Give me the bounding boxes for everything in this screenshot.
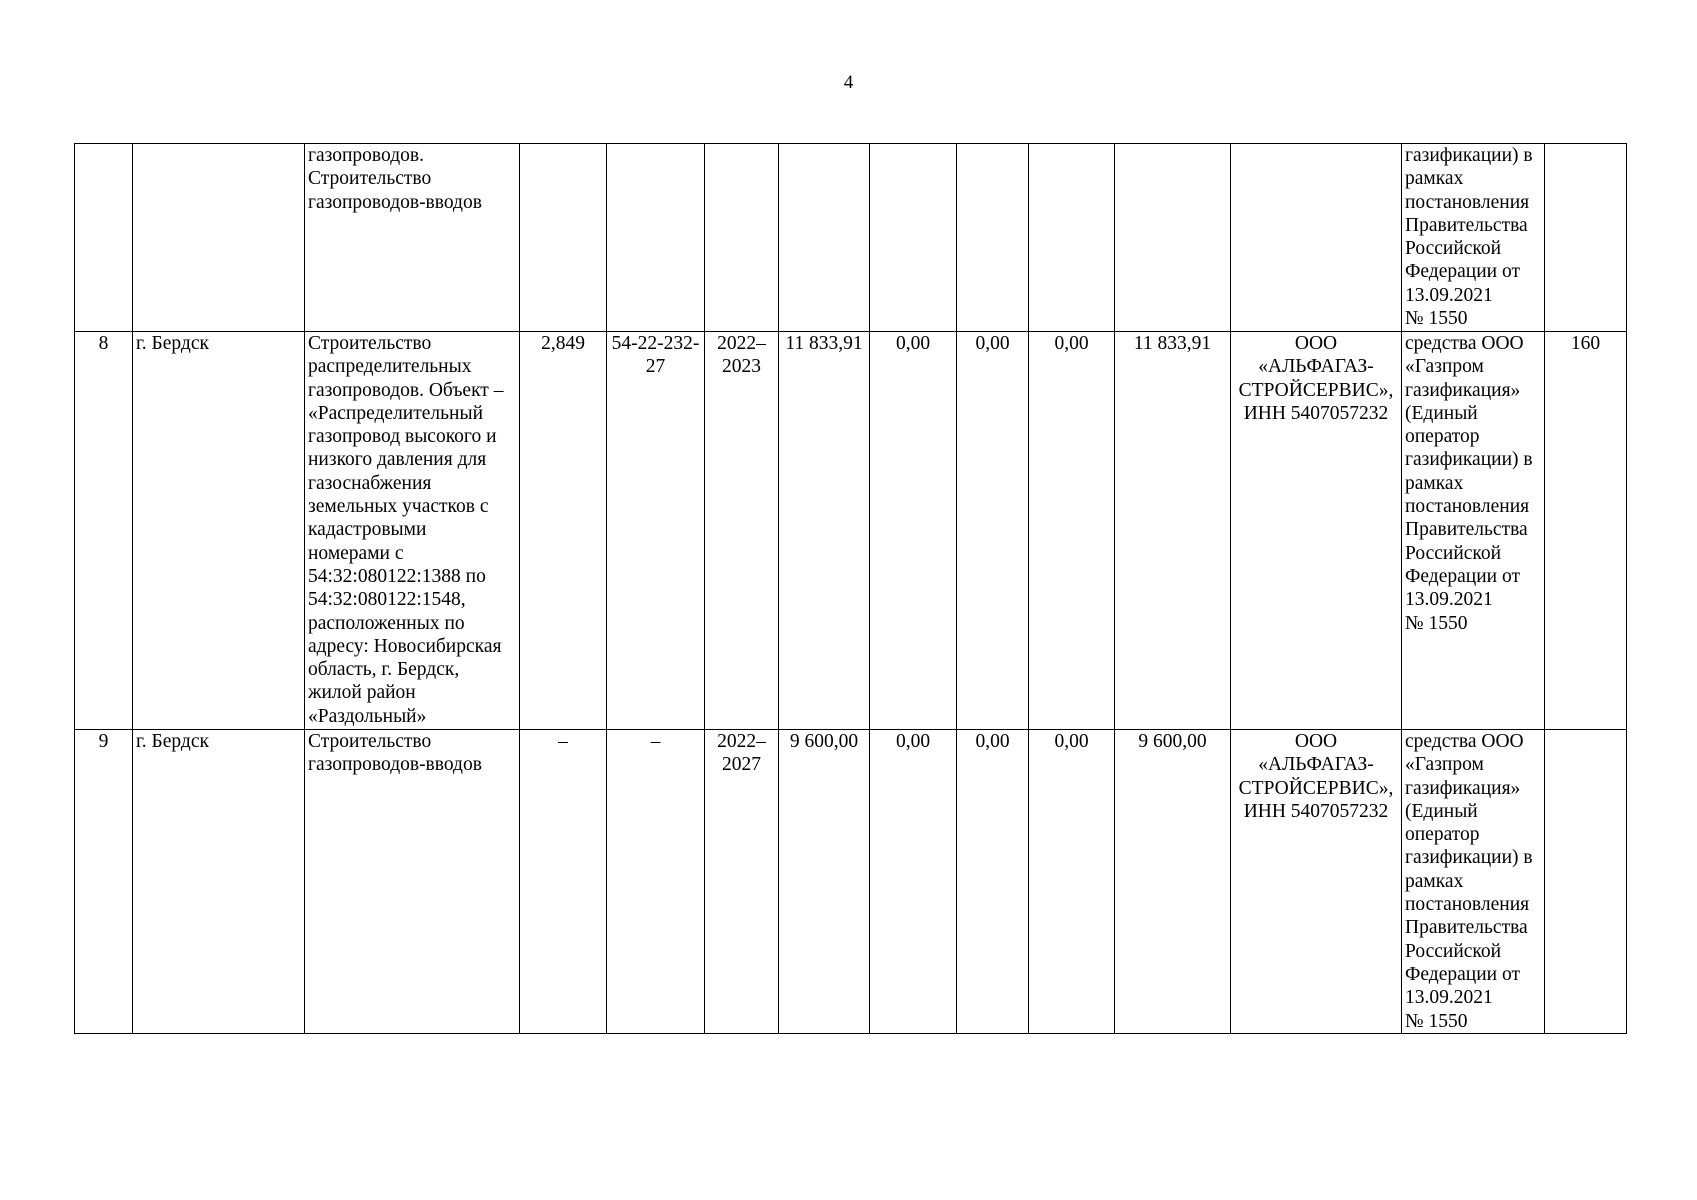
cell-funding-source: газификации) в рамках постановления Правительства Российской Федерации от 13.09.2021 № 1550 xyxy=(1402,144,1545,332)
cell-years: 2022– 2027 xyxy=(705,730,779,1034)
cell-length xyxy=(520,144,607,332)
cell-number xyxy=(75,144,133,332)
cell-funding-source: средства ООО «Газпром газификация» (Единый оператор газификации) в рамках постановления Правительства Российской Федерации от 13.09.2021 № 1550 xyxy=(1402,332,1545,730)
cell-years: 2022– 2023 xyxy=(705,332,779,730)
cell-length: – xyxy=(520,730,607,1034)
cell-total-cost xyxy=(779,144,870,332)
cell-total-cost: 11 833,91 xyxy=(779,332,870,730)
cell-extra-budget: 11 833,91 xyxy=(1115,332,1231,730)
cell-code xyxy=(607,144,705,332)
cell-extra-budget: 9 600,00 xyxy=(1115,730,1231,1034)
cell-length: 2,849 xyxy=(520,332,607,730)
cell-reg-budget: 0,00 xyxy=(957,730,1029,1034)
cell-description: Строительство распределительных газопроводов. Объект – «Распределительный газопровод высокого и низкого давления для газоснабжения земельных участков с кадастровыми номерами с 54:32:080122:1388 по 54:32:080122:1548, расположенных по адресу: Новосибирская область, г. Бердск, жилой район «Раздольный» xyxy=(305,332,520,730)
cell-reg-budget: 0,00 xyxy=(957,332,1029,730)
program-table xyxy=(74,143,1627,1034)
cell-fed-budget: 0,00 xyxy=(870,730,957,1034)
cell-municipality: г. Бердск xyxy=(133,730,305,1034)
cell-last xyxy=(1545,730,1627,1034)
cell-executor: ООО «АЛЬФАГАЗ- СТРОЙСЕРВИС», ИНН 5407057232 xyxy=(1231,730,1402,1034)
cell-number: 9 xyxy=(75,730,133,1034)
cell-total-cost: 9 600,00 xyxy=(779,730,870,1034)
cell-local-budget xyxy=(1029,144,1115,332)
cell-extra-budget xyxy=(1115,144,1231,332)
table-row xyxy=(75,730,1627,1034)
table-row xyxy=(75,332,1627,730)
cell-description: газопроводов. Строительство газопроводов-вводов xyxy=(305,144,520,332)
cell-executor xyxy=(1231,144,1402,332)
cell-last xyxy=(1545,144,1627,332)
cell-number: 8 xyxy=(75,332,133,730)
cell-fed-budget: 0,00 xyxy=(870,332,957,730)
cell-description: Строительство газопроводов-вводов xyxy=(305,730,520,1034)
page-number: 4 xyxy=(843,72,854,93)
cell-local-budget: 0,00 xyxy=(1029,730,1115,1034)
cell-years xyxy=(705,144,779,332)
cell-municipality xyxy=(133,144,305,332)
cell-last: 160 xyxy=(1545,332,1627,730)
cell-code: 54-22-232- 27 xyxy=(607,332,705,730)
cell-code: – xyxy=(607,730,705,1034)
cell-municipality: г. Бердск xyxy=(133,332,305,730)
table-row-continuation xyxy=(75,144,1627,332)
cell-executor: ООО «АЛЬФАГАЗ- СТРОЙСЕРВИС», ИНН 5407057232 xyxy=(1231,332,1402,730)
cell-fed-budget xyxy=(870,144,957,332)
cell-funding-source: средства ООО «Газпром газификация» (Единый оператор газификации) в рамках постановления Правительства Российской Федерации от 13.09.2021 № 1550 xyxy=(1402,730,1545,1034)
cell-local-budget: 0,00 xyxy=(1029,332,1115,730)
cell-reg-budget xyxy=(957,144,1029,332)
